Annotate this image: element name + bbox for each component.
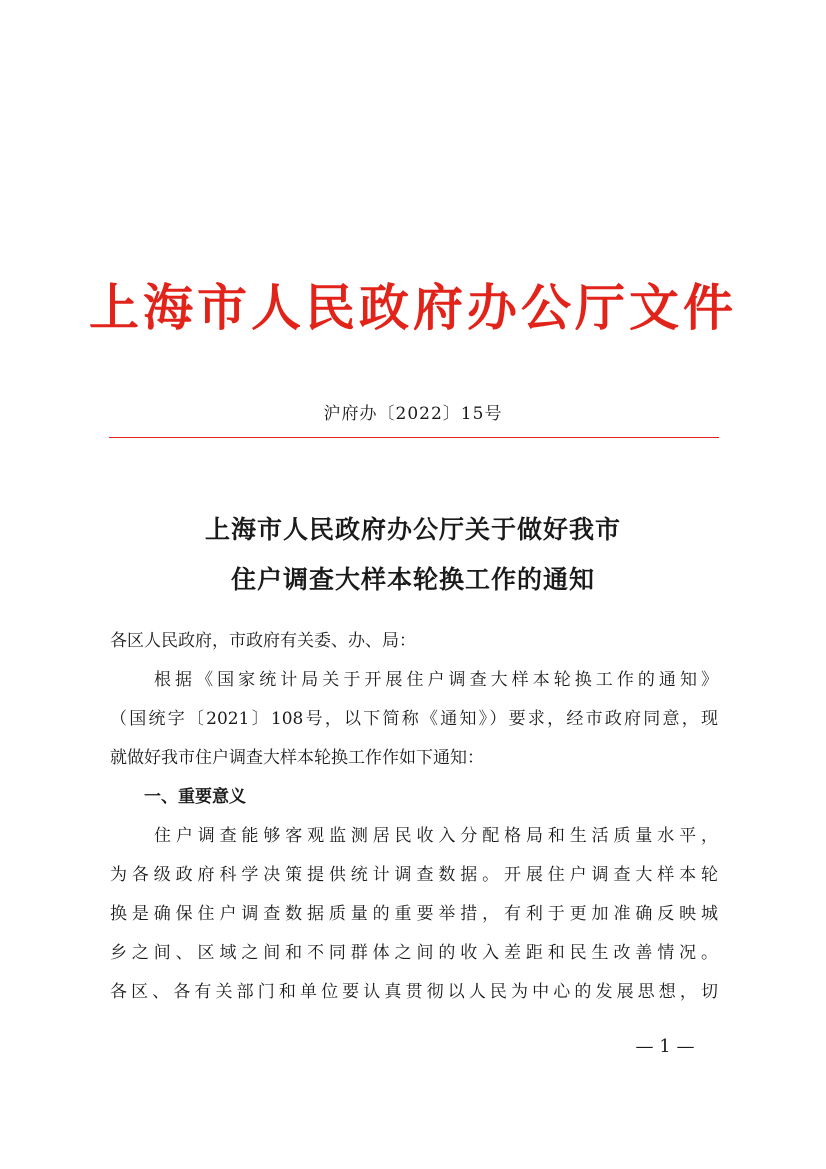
salutation: 各区人民政府，市政府有关委、办、局： xyxy=(110,631,416,651)
section-line: 各区、各有关部门和单位要认真贯彻以人民为中心的发展思想，切 xyxy=(110,982,718,1002)
section-line: 住户调查能够客观监测居民收入分配格局和生活质量水平， xyxy=(154,826,718,846)
section-line: 为各级政府科学决策提供统计调查数据。开展住户调查大样本轮 xyxy=(110,865,718,885)
document-title-line-1: 上海市人民政府办公厅关于做好我市 xyxy=(204,515,621,544)
section-line: 乡之间、区域之间和不同群体之间的收入差距和民生改善情况。 xyxy=(110,943,718,963)
page-number: — 1 — xyxy=(635,1036,695,1057)
issuer-heading: 上海市人民政府办公厅文件 xyxy=(89,279,737,337)
intro-line: 就做好我市住户调查大样本轮换工作作如下通知： xyxy=(110,748,484,768)
section-line: 换是确保住户调查数据质量的重要举措，有利于更加准确反映城 xyxy=(110,904,718,924)
document-number: 沪府办〔2022〕15号 xyxy=(323,404,503,424)
document-title-line-2: 住户调查大样本轮换工作的通知 xyxy=(230,565,595,594)
document-body xyxy=(110,622,718,1012)
section-heading: 一、重要意义 xyxy=(144,787,246,807)
intro-line: （国统字〔2021〕108号，以下简称《通知》）要求，经市政府同意，现 xyxy=(110,709,718,729)
red-divider xyxy=(109,437,719,438)
intro-line: 根据《国家统计局关于开展住户调查大样本轮换工作的通知》 xyxy=(154,670,718,690)
